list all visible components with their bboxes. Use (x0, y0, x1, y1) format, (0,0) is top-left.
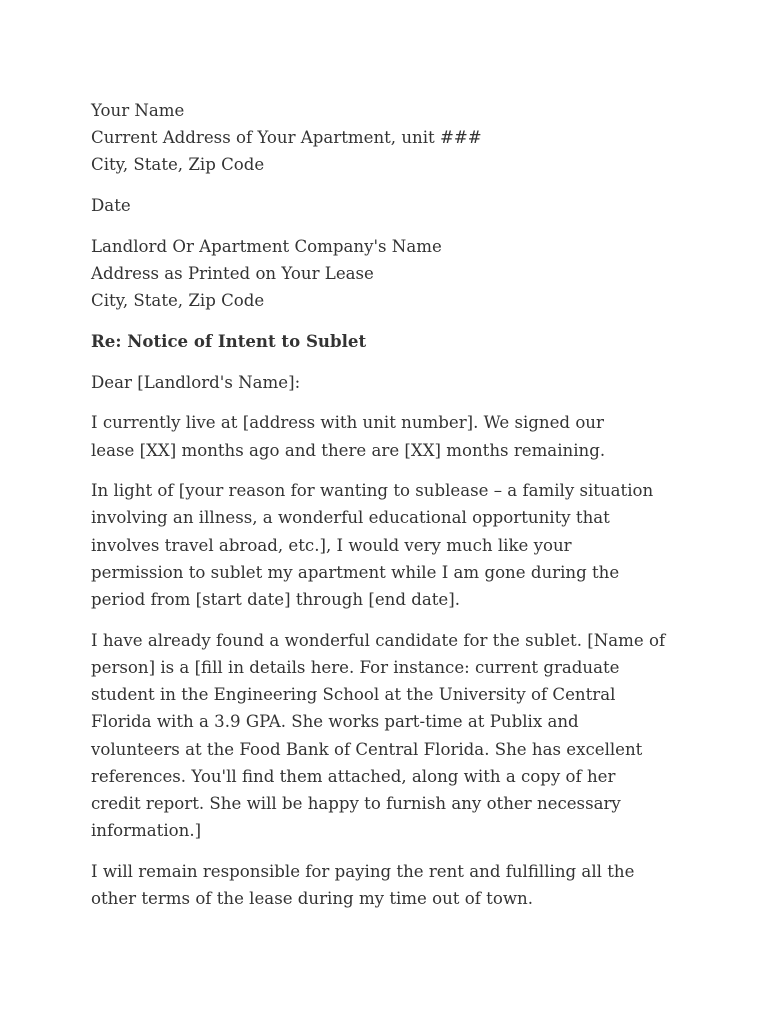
paragraph-line: I will remain responsible for paying the rent and fulfilling all the (91, 861, 635, 881)
letter-date: Date (91, 196, 131, 216)
letter-body (91, 97, 731, 926)
sender-city-state-zip: City, State, Zip Code (91, 155, 265, 175)
paragraph-line: information.] (91, 821, 202, 841)
paragraph-line: I have already found a wonderful candidate for the sublet. [Name of (91, 630, 666, 650)
paragraph-1 (91, 409, 731, 463)
salutation: Dear [Landlord's Name]: (91, 372, 301, 392)
paragraph-4 (91, 858, 731, 912)
sender-block (91, 97, 731, 179)
salutation-block (91, 369, 731, 396)
paragraph-line: involves travel abroad, etc.], I would very much like your (91, 535, 572, 555)
paragraph-line: involving an illness, a wonderful educational opportunity that (91, 508, 610, 528)
paragraph-2 (91, 477, 731, 613)
paragraph-line: In light of [your reason for wanting to sublease – a family situation (91, 481, 654, 501)
paragraph-line: period from [start date] through [end date]. (91, 590, 461, 610)
paragraph-line: permission to sublet my apartment while I am gone during the (91, 562, 620, 582)
recipient-name: Landlord Or Apartment Company's Name (91, 236, 442, 256)
subject-line: Re: Notice of Intent to Sublet (91, 330, 367, 351)
paragraph-line: Florida with a 3.9 GPA. She works part-time at Publix and (91, 712, 579, 732)
paragraph-line: person] is a [fill in details here. For instance: current graduate (91, 657, 620, 677)
paragraph-line: I currently live at [address with unit number]. We signed our (91, 413, 604, 433)
paragraph-line: volunteers at the Food Bank of Central Florida. She has excellent (91, 739, 643, 759)
recipient-block (91, 233, 731, 315)
paragraph-line: other terms of the lease during my time out of town. (91, 889, 533, 909)
paragraph-line: lease [XX] months ago and there are [XX] months remaining. (91, 440, 606, 460)
paragraph-line: references. You'll find them attached, along with a copy of her (91, 766, 616, 786)
recipient-address: Address as Printed on Your Lease (91, 264, 374, 284)
paragraph-3 (91, 627, 731, 845)
recipient-city-state-zip: City, State, Zip Code (91, 291, 265, 311)
date-block (91, 192, 731, 219)
sender-address: Current Address of Your Apartment, unit ### (91, 128, 482, 148)
sender-name: Your Name (91, 101, 185, 120)
paragraph-line: student in the Engineering School at the University of Central (91, 685, 616, 705)
paragraph-line: credit report. She will be happy to furnish any other necessary (91, 793, 621, 813)
subject-block (91, 328, 731, 355)
